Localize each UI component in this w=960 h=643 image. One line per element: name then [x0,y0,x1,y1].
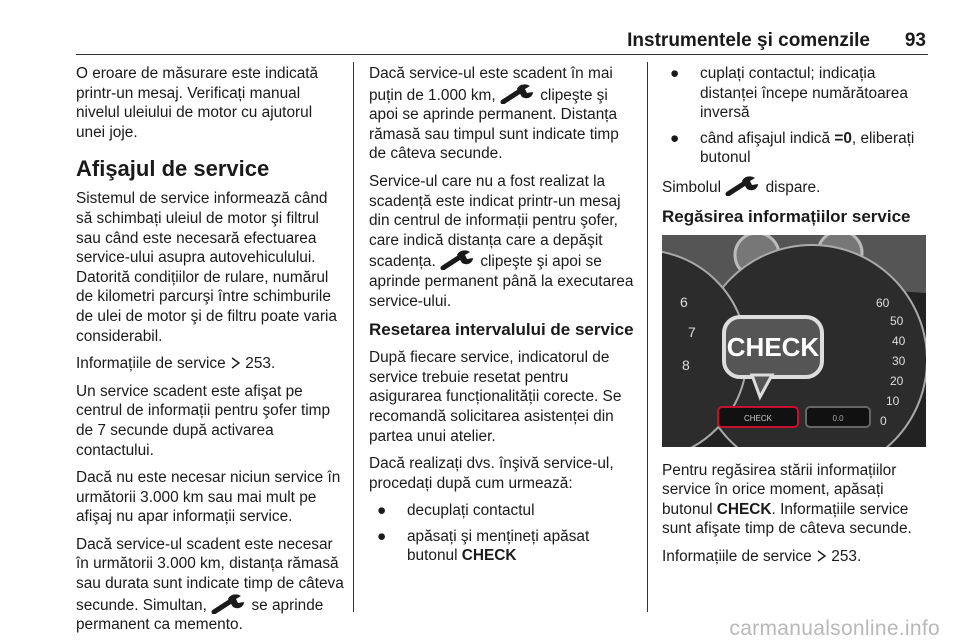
speed-tick: 0 [880,413,887,428]
paragraph [369,172,637,311]
list-item [369,527,637,566]
paragraph-text: clipeşte şi apoi se aprinde permanent. Distanța rămasă sau timpul sunt indicate timp de câteva secunde. [369,86,619,163]
paragraph: Dacă realizați dvs. înşivă service-ul, procedați după cum urmează: [369,455,614,492]
paragraph-text: dispare. [765,178,821,196]
speed-tick: 30 [892,353,906,368]
column-divider-1 [353,62,354,612]
paragraph: Sistemul de service informează când să schimbați uleiul de motor şi filtrul sau când este necesară efectuarea service-ului asupra autovehiculului. Datorită condițiilor de rulare, numărul de kilometri parcurşi între schimburile de ulei de motor şi de filtru poate varia considerabil. [76,190,337,345]
wrench-icon [211,594,247,614]
paragraph: O eroare de măsurare este indicată printr-un mesaj. Verificați manual nivelul uleiului de motor cu ajutorul unei joje. [76,65,319,141]
paragraph: După fiecare service, indicatorul de service trebuie resetat pentru asigurarea funcționalității corecte. Se recomandă solicitarea asistenței din partea unui atelier. [369,349,622,445]
paragraph [76,354,344,374]
subsection-heading: Regăsirea informațiilor service [662,206,911,226]
paragraph [662,461,930,539]
page-reference-arrow-icon [230,357,241,369]
paragraph: Dacă nu este necesar niciun service în următorii 3.000 km sau mai mult pe afişaj nu apar informații service. [76,469,341,526]
paragraph-text: Pentru regăsirea stării informațiilor service în orice moment, apăsați butonul [662,461,897,518]
page-reference-arrow-icon [816,550,827,562]
speed-tick: 50 [890,313,904,328]
bullet-dot: ● [377,527,387,545]
bullet-dot: ● [670,65,680,82]
paragraph [662,547,930,567]
paragraph-text: Simbolul [662,178,722,196]
bullet-dot: ● [377,502,387,520]
bullet-list [662,64,930,168]
header-title: Instrumentele şi comenzile [627,30,870,51]
speed-tick: 10 [886,393,900,408]
paragraph-text: Dacă service-ul scadent este necesar în următorii 3.000 km, distanța rămasă sau durata sunt indicate timp de câteva secunde. Simultan, [76,535,344,614]
reference-text: Informațiile de service [662,547,812,565]
speed-tick: 60 [876,295,890,310]
check-button-label: CHECK [716,500,772,518]
paragraph-text: Dacă service-ul este scadent în mai puțin de 1.000 km, [369,65,613,104]
wrench-icon [440,250,476,270]
paragraph-text: . Informațiile service sunt afişate timp de câteva secunde. [662,500,912,538]
bullet-list [369,501,637,566]
list-item [662,64,930,123]
bullet-dot: ● [670,129,680,147]
paragraph: Un service scadent este afişat pe centrul de informații pentru şofer timp de 7 secunde după activarea contactului. [76,382,331,459]
wrench-icon [725,176,761,196]
list-item-text: apăsați şi mențineți apăsat butonul [407,527,590,565]
speed-tick: 40 [892,333,906,348]
column-divider-2 [647,62,648,612]
display-value: =0 [834,129,852,147]
check-button-text: CHECK [743,413,773,423]
list-item [662,129,930,168]
paragraph-text: se aprinde permanent ca memento. [76,596,324,634]
list-item-text: când afişajul indică [700,129,831,147]
instrument-cluster-photo [662,235,926,447]
trip-button-text: 0.0 [832,413,844,423]
speed-tick: 8 [682,356,690,373]
list-item-text: decuplați contactul [407,502,535,520]
speed-tick: 7 [688,323,696,340]
header-rule [76,54,928,55]
speed-tick: 20 [890,373,904,388]
subsection-heading: Resetarea intervalului de service [369,320,634,340]
paragraph [662,176,930,198]
page-number: 93 [904,30,926,51]
page-reference-link[interactable]: 253. [831,547,862,565]
check-button-label: CHECK [461,547,517,565]
paragraph [76,535,344,635]
check-callout-label: CHECK [726,331,820,362]
column-1 [76,64,344,643]
paragraph-text: Service-ul care nu a fost realizat la scadență este indicat printr-un mesaj din centrul de informații pentru şofer, care indică distanța care a depăşit scadența. [369,172,621,271]
list-item-text: cuplați contactul; indicația distanței începe numărătoarea inversă [700,65,908,122]
wrench-icon [500,84,536,104]
list-item-text: , eliberați butonul [700,129,915,167]
paragraph [369,64,637,164]
watermark: carmanualsonline.info [729,617,940,640]
page-reference-link[interactable]: 253. [245,355,276,373]
speed-tick: 6 [680,293,688,310]
column-3 [662,64,930,575]
column-2 [369,64,637,574]
reference-text: Informațiile de service [76,355,226,373]
paragraph-text: clipeşte şi apoi se aprinde permanent până la executarea service-ului. [369,253,634,310]
list-item [369,501,637,521]
section-heading: Afişajul de service [76,156,270,182]
